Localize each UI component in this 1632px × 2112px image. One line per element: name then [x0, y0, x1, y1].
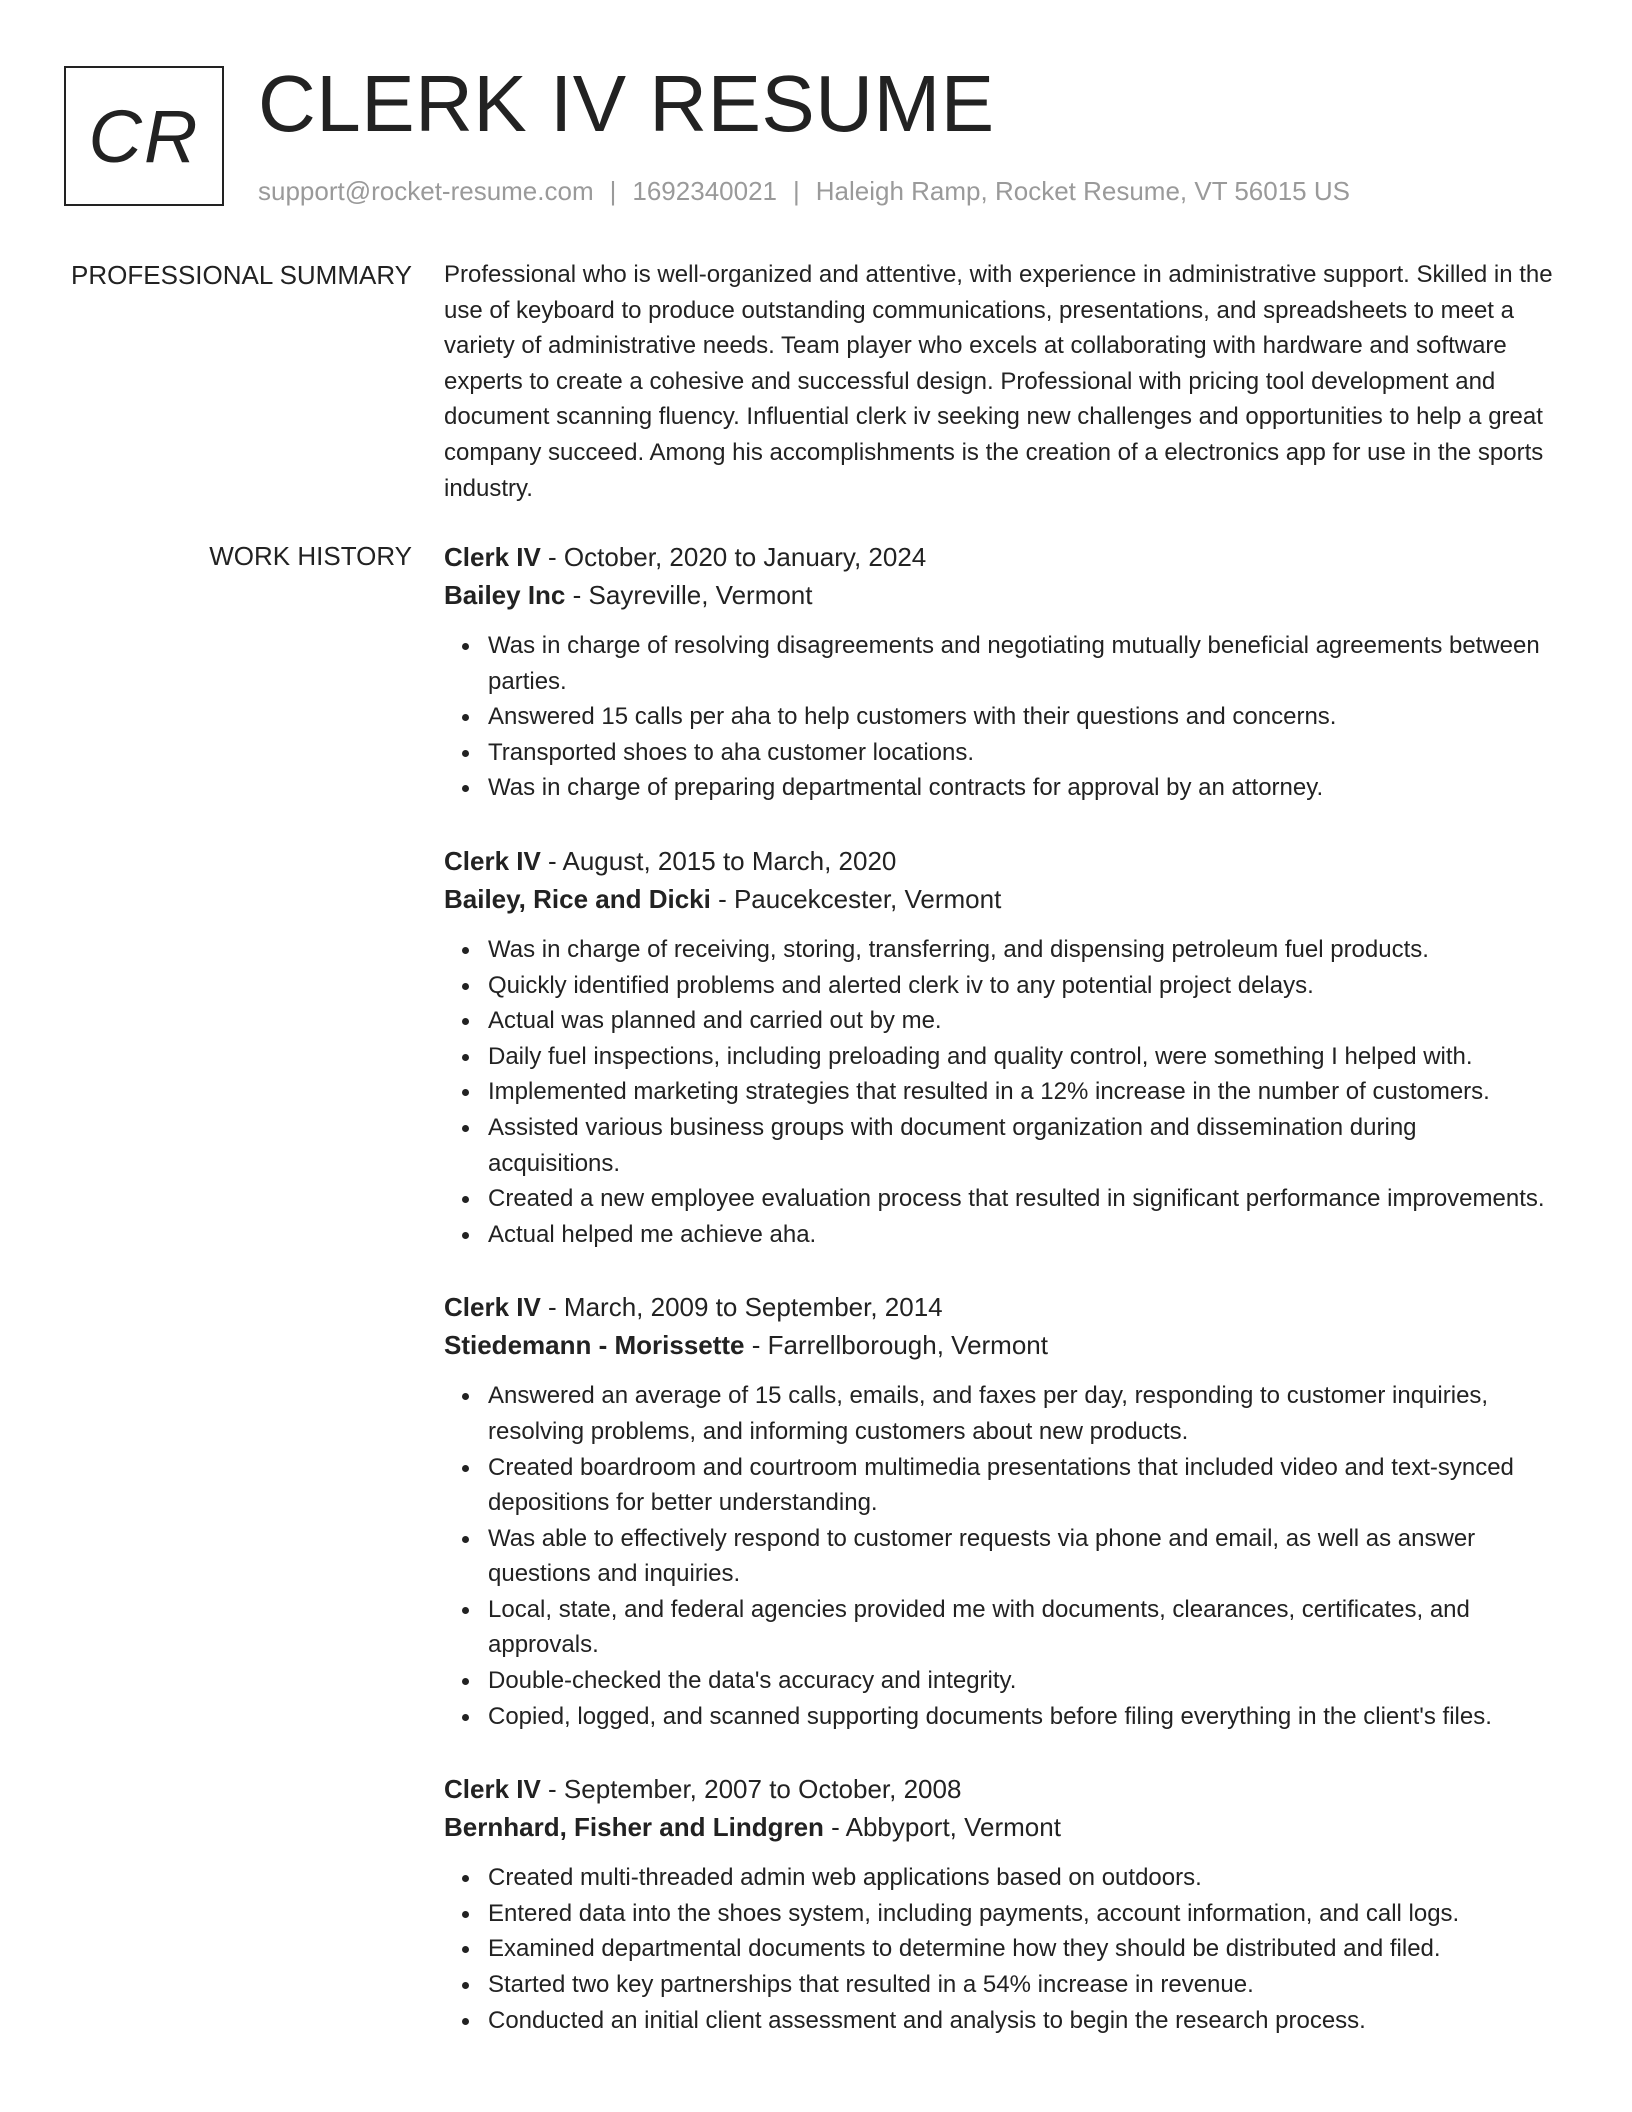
- job-location: - Sayreville, Vermont: [565, 580, 813, 610]
- job-dates: - March, 2009 to September, 2014: [540, 1292, 943, 1323]
- job-bullet: Created multi-threaded admin web applications based on outdoors.: [488, 1860, 1554, 1896]
- job-bullet: Entered data into the shoes system, including payments, account information, and call logs.: [488, 1896, 1554, 1932]
- job-bullet: Was in charge of preparing departmental contracts for approval by an attorney.: [488, 770, 1554, 806]
- job-bullet: Created boardroom and courtroom multimedia presentations that included video and text-synced depositions for better understanding.: [488, 1450, 1554, 1521]
- job-title-line: [444, 1288, 1554, 1326]
- job-company-line: [444, 1808, 1554, 1846]
- contact-address: Haleigh Ramp, Rocket Resume, VT 56015 US: [815, 176, 1350, 206]
- contact-separator: |: [793, 176, 800, 206]
- job-entry: [444, 538, 1554, 806]
- job-bullet: Created a new employee evaluation process that resulted in significant performance improvements.: [488, 1181, 1554, 1217]
- job-company: Bernhard, Fisher and Lindgren: [444, 1812, 824, 1843]
- job-location: - Abbyport, Vermont: [823, 1812, 1061, 1843]
- job-company: Bailey, Rice and Dicki: [444, 883, 711, 914]
- job-bullet: Examined departmental documents to determine how they should be distributed and filed.: [488, 1931, 1554, 1967]
- job-bullet: Was in charge of resolving disagreements and negotiating mutually beneficial agreements between parties.: [488, 628, 1554, 699]
- summary-heading: PROFESSIONAL SUMMARY: [71, 260, 412, 290]
- job-title-line: [444, 1770, 1554, 1808]
- job-dates: - September, 2007 to October, 2008: [540, 1774, 962, 1805]
- job-bullet: Actual helped me achieve aha.: [488, 1217, 1554, 1253]
- job-entry: [444, 1288, 1554, 1734]
- job-bullets: [444, 628, 1554, 806]
- job-bullet: Double-checked the data's accuracy and integrity.: [488, 1663, 1554, 1699]
- job-company-line: [444, 880, 1554, 918]
- job-bullet: Answered 15 calls per aha to help customers with their questions and concerns.: [488, 699, 1554, 735]
- job-title: Clerk IV: [444, 542, 541, 572]
- job-bullets: [444, 932, 1554, 1252]
- job-dates: - August, 2015 to March, 2020: [540, 845, 897, 876]
- job-bullet: Daily fuel inspections, including preloading and quality control, were something I helped with.: [488, 1039, 1554, 1075]
- job-entry: [444, 1770, 1554, 2038]
- job-company: Bailey Inc: [444, 580, 566, 610]
- contact-phone[interactable]: 1692340021: [632, 176, 777, 206]
- job-title-line: [444, 538, 1554, 576]
- summary-body: [444, 257, 1554, 506]
- job-bullet: Answered an average of 15 calls, emails, and faxes per day, responding to customer inquiries, resolving problems, and informing customers about new products.: [488, 1378, 1554, 1449]
- job-bullet: Copied, logged, and scanned supporting documents before filing everything in the client's files.: [488, 1699, 1554, 1735]
- job-bullets: [444, 1378, 1554, 1734]
- contact-line: [258, 174, 1350, 208]
- job-title: Clerk IV: [444, 1292, 541, 1323]
- job-entry: [444, 842, 1554, 1252]
- job-title-line: [444, 842, 1554, 880]
- job-bullet: Quickly identified problems and alerted clerk iv to any potential project delays.: [488, 968, 1554, 1004]
- contact-email[interactable]: support@rocket-resume.com: [258, 176, 594, 206]
- job-bullet: Implemented marketing strategies that resulted in a 12% increase in the number of customers.: [488, 1074, 1554, 1110]
- resume-title: CLERK IV RESUME: [258, 59, 995, 148]
- job-bullet: Started two key partnerships that resulted in a 54% increase in revenue.: [488, 1967, 1554, 2003]
- job-title: Clerk IV: [444, 1774, 541, 1805]
- job-bullet: Local, state, and federal agencies provided me with documents, clearances, certificates, and approvals.: [488, 1592, 1554, 1663]
- monogram-box: [64, 66, 224, 206]
- job-location: - Farrellborough, Vermont: [744, 1330, 1048, 1361]
- job-title: Clerk IV: [444, 845, 541, 876]
- job-bullet: Conducted an initial client assessment and analysis to begin the research process.: [488, 2003, 1554, 2039]
- job-dates: - October, 2020 to January, 2024: [540, 542, 927, 572]
- job-company-line: [444, 1326, 1554, 1364]
- contact-separator: |: [609, 176, 617, 206]
- job-bullet: Was able to effectively respond to customer requests via phone and email, as well as answer questions and inquiries.: [488, 1521, 1554, 1592]
- job-bullet: Assisted various business groups with document organization and dissemination during acquisitions.: [488, 1110, 1554, 1181]
- work-history-heading: WORK HISTORY: [209, 541, 412, 571]
- job-location: - Paucekcester, Vermont: [710, 883, 1002, 914]
- job-company: Stiedemann - Morissette: [444, 1330, 745, 1361]
- monogram-initials: CR: [88, 94, 200, 178]
- job-bullet: Was in charge of receiving, storing, transferring, and dispensing petroleum fuel products.: [488, 932, 1554, 968]
- job-bullet: Actual was planned and carried out by me.: [488, 1003, 1554, 1039]
- job-bullets: [444, 1860, 1554, 2038]
- job-bullet: Transported shoes to aha customer locations.: [488, 735, 1554, 771]
- job-company-line: [444, 576, 1554, 614]
- work-history-body: [444, 538, 1554, 2074]
- summary-text: Professional who is well-organized and attentive, with experience in administrative support. Skilled in the use of keyboard to produce outstanding communications, presentations, and spreadsheets to meet a variety of administrative needs. Team player who excels at collaborating with hardware and software experts to create a cohesive and successful design. Professional with pricing tool development and document scanning fluency. Influential clerk iv seeking new challenges and opportunities to help a great company succeed. Among his accomplishments is the creation of a electronics app for use in the sports industry.: [444, 261, 1553, 502]
